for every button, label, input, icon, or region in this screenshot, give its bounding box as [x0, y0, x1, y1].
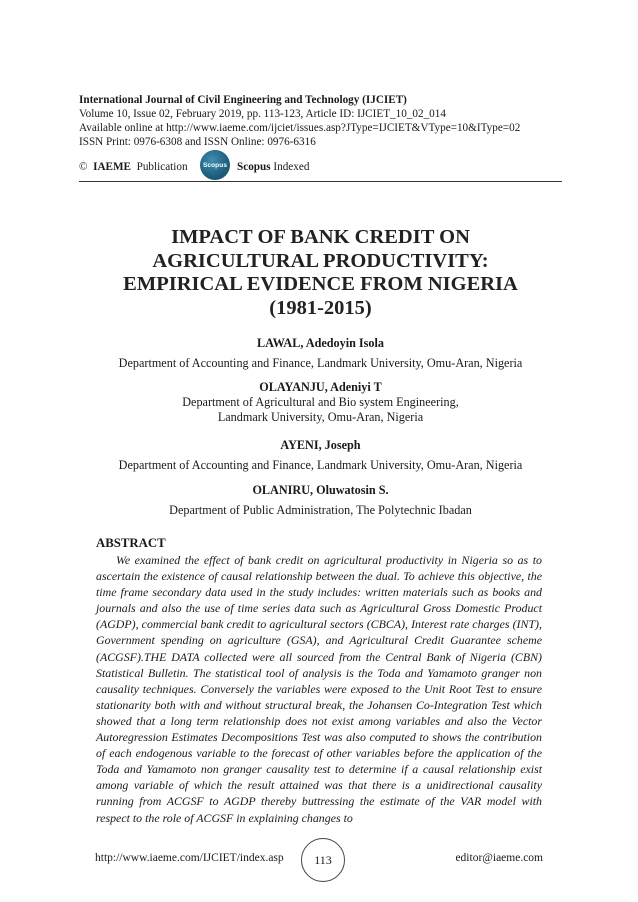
author-block: [79, 380, 562, 425]
publisher-credit: [79, 161, 188, 173]
publication-word: Publication: [136, 161, 188, 173]
header-rule: [79, 181, 562, 182]
page-footer: [95, 846, 543, 884]
online-line: Available online at http://www.iaeme.com/ijciet/issues.asp?JType=IJCIET&VType=10&IType=02: [79, 122, 521, 134]
author-name: AYENI, Joseph: [280, 438, 361, 452]
footer-email-link[interactable]: editor@iaeme.com: [455, 852, 543, 864]
title-line: AGRICULTURAL PRODUCTIVITY:: [152, 249, 489, 272]
volume-line: Volume 10, Issue 02, February 2019, pp. 113-123, Article ID: IJCIET_10_02_014: [79, 108, 446, 120]
title-line: (1981-2015): [269, 296, 372, 319]
author-affiliation: Department of Agricultural and Bio system Engineering,: [182, 395, 459, 409]
author-block: [79, 336, 562, 371]
scopus-indexed: [237, 161, 309, 173]
author-block: [79, 483, 562, 518]
title-line: IMPACT OF BANK CREDIT ON: [171, 226, 470, 248]
author-affiliation: Department of Accounting and Finance, Landmark University, Omu-Aran, Nigeria: [118, 458, 523, 472]
author-name: OLANIRU, Oluwatosin S.: [252, 483, 389, 497]
scopus-logo-icon: Scopus: [200, 150, 230, 180]
author-affiliation: Department of Public Administration, The Polytechnic Ibadan: [169, 503, 472, 517]
title-line: EMPIRICAL EVIDENCE FROM NIGERIA: [123, 273, 518, 295]
journal-title: International Journal of Civil Engineering and Technology (IJCIET): [79, 94, 407, 106]
author-block: [79, 438, 562, 473]
journal-header: [79, 93, 561, 149]
publisher-name: IAEME: [93, 161, 132, 173]
page-number: 113: [301, 838, 345, 882]
footer-url-link[interactable]: http://www.iaeme.com/IJCIET/index.asp: [95, 852, 284, 864]
author-name: LAWAL, Adedoyin Isola: [257, 336, 384, 350]
author-affiliation: Landmark University, Omu-Aran, Nigeria: [217, 410, 424, 424]
author-name: OLAYANJU, Adeniyi T: [259, 380, 382, 394]
article-title: [79, 226, 562, 320]
scopus-word: Scopus: [237, 161, 271, 173]
issn-line: ISSN Print: 0976-6308 and ISSN Online: 0976-6316: [79, 136, 316, 148]
author-affiliation: Department of Accounting and Finance, Landmark University, Omu-Aran, Nigeria: [118, 356, 523, 370]
indexed-word: Indexed: [273, 161, 310, 173]
abstract-heading: ABSTRACT: [96, 536, 166, 550]
abstract-text: We examined the effect of bank credit on agricultural productivity in Nigeria so as to ascertain the existence of causal relationship between the dual. To achieve this objective, the time frame secondary data used in the study includes: written materials such as books and journals and also the use of time series data such as Agricultural Gross Domestic Product (AGDP), commercial bank credit to agricultural sectors (CBCA), Interest rate charges (INT), Government spending on agriculture (GSA), and Agricultural Credit Guarantee scheme (ACGSF).THE DATA collected were all sourced from the Central Bank of Nigeria (CBN) Statistical Bulletin. The statistical tool of analysis is the Toda and Yamamoto granger non causality techniques. Conversely the variables were exposed to the Unit Root Test to ensure stationarity both with and without structural break, the Johansen Co-Integration Test which showed that a long term relationship does not exist among variables and also the Vector Autoregression Estimates Decompositions Test was also computed to shows the contribution of each endogenous variable to the forecast of other variables before the application of the Toda and Yamamoto non granger causality test to determine if a causal relationship exist among variable of which the result attained was that there is a unidirectional causality running from ACGSF to AGDP thereby buttressing the estimate of the VAR model with respect to the role of ACGSF in explaining changes to: [96, 553, 542, 825]
copyright-symbol: ©: [79, 161, 88, 173]
publisher-row: [79, 157, 561, 179]
